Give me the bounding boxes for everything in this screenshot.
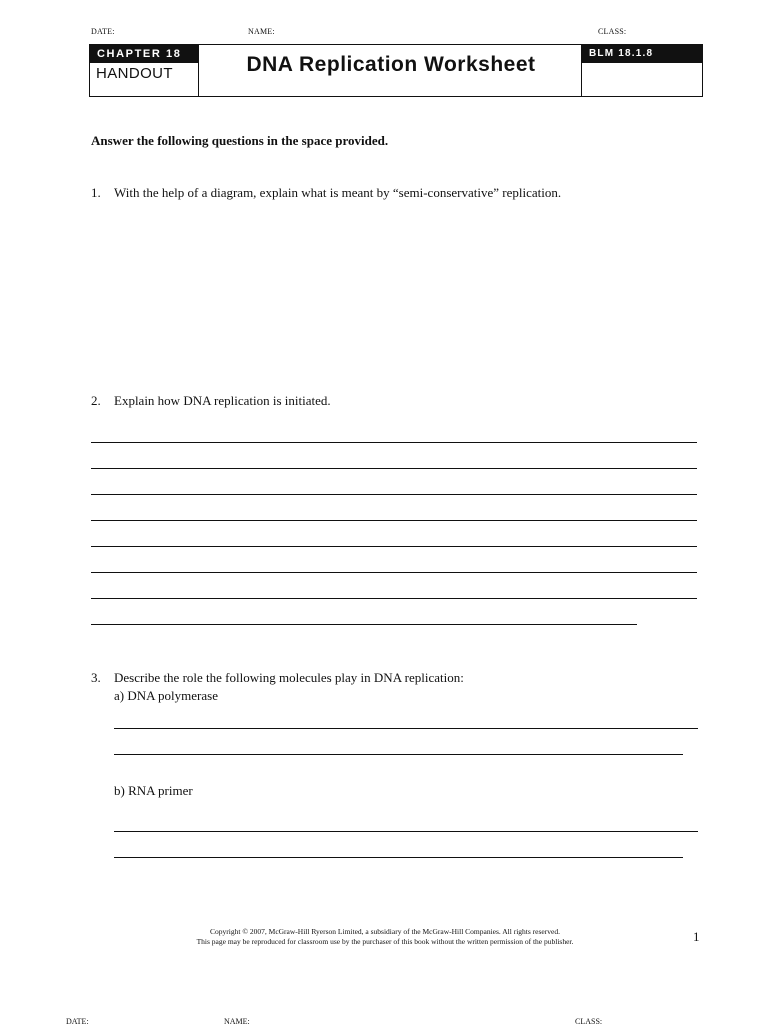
- answer-line[interactable]: [91, 468, 697, 469]
- question-text: Explain how DNA replication is initiated.: [114, 393, 331, 408]
- next-page-class-label: CLASS:: [575, 1017, 603, 1024]
- answer-line[interactable]: [91, 494, 697, 495]
- name-label: NAME:: [248, 27, 275, 36]
- question-number: 2.: [91, 393, 101, 408]
- copyright-notice: [150, 927, 620, 947]
- chapter-tag: CHAPTER 18: [90, 45, 198, 63]
- answer-line[interactable]: [91, 546, 697, 547]
- instructions: Answer the following questions in the space provided.: [91, 133, 389, 148]
- answer-line[interactable]: [114, 831, 698, 832]
- answer-line[interactable]: [91, 598, 697, 599]
- part-b-label: b) RNA primer: [114, 783, 193, 798]
- handout-label: HANDOUT: [96, 65, 173, 82]
- diagram-answer-space[interactable]: [91, 210, 697, 380]
- blm-tag: BLM 18.1.8: [582, 45, 702, 63]
- chapter-cell: [90, 45, 199, 96]
- blm-cell: [581, 45, 702, 96]
- next-page-date-label: DATE:: [66, 1017, 89, 1024]
- answer-line[interactable]: [114, 857, 683, 858]
- worksheet-header: [89, 44, 703, 97]
- answer-line[interactable]: [91, 520, 697, 521]
- part-a-label: a) DNA polymerase: [114, 688, 218, 703]
- question-text: Describe the role the following molecules play in DNA replication:: [114, 670, 464, 685]
- date-label: DATE:: [91, 27, 115, 36]
- answer-line[interactable]: [91, 442, 697, 443]
- answer-line[interactable]: [91, 572, 697, 573]
- question-number: 3.: [91, 670, 101, 685]
- question-text: With the help of a diagram, explain what is meant by “semi-conservative” replication.: [114, 185, 562, 200]
- reproduction-line: This page may be reproduced for classroom use by the purchaser of this book without the written permission of the publisher.: [196, 937, 574, 946]
- answer-line[interactable]: [114, 754, 683, 755]
- answer-line[interactable]: [91, 624, 637, 625]
- worksheet-title: DNA Replication Worksheet: [246, 53, 536, 76]
- answer-line[interactable]: [114, 728, 698, 729]
- question-number: 1.: [91, 185, 101, 200]
- copyright-line: Copyright © 2007, McGraw-Hill Ryerson Limited, a subsidiary of the McGraw-Hill Companies. All rights reserved.: [210, 927, 560, 936]
- class-label: CLASS:: [598, 27, 627, 36]
- page-number: 1: [693, 929, 700, 944]
- next-page-name-label: NAME:: [224, 1017, 250, 1024]
